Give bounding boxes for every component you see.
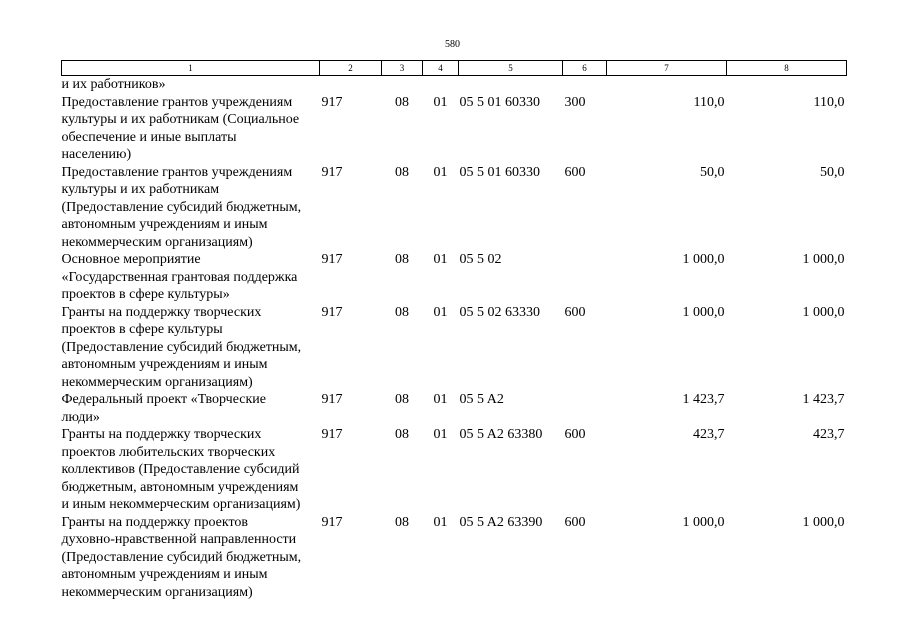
expense-type-cell [563,391,607,426]
section-cell: 08 [395,514,409,530]
column-number-header [62,61,847,76]
item-name-line: автономным учреждениям и иным [61,357,268,372]
header-col-6: 6 [563,61,607,76]
expense-type-cell: 600 [564,427,586,442]
item-name-cell [62,426,320,514]
amount-2-cell: 50,0 [820,164,845,180]
code-cell: 917 [321,392,343,407]
item-name-line: проектов в сфере культуры» [61,287,230,302]
subsection-cell: 01 [433,392,448,407]
code-cell: 917 [321,252,343,267]
page-number: 580 [445,39,460,50]
target-article-cell: 05 5 A2 63390 [459,514,543,530]
table-row [62,391,847,426]
header-col-8: 8 [727,61,847,76]
section-cell: 08 [395,427,409,442]
amount-2-cell: 423,7 [813,427,845,442]
item-name-line: Федеральный проект «Творческие [61,392,266,407]
target-article-cell: 05 5 02 [459,252,502,267]
header-col-1: 1 [62,61,320,76]
item-name-line: Гранты на поддержку творческих [61,427,262,442]
item-name-cell [62,304,320,392]
expense-type-cell [563,251,607,304]
section-cell: 08 [395,164,409,180]
item-name-line: Гранты на поддержку творческих [61,304,262,320]
header-col-7: 7 [607,61,727,76]
expense-type-cell: 600 [564,514,586,530]
subsection-cell: 01 [433,514,448,530]
item-name-cell [62,164,320,252]
target-article-cell: 05 5 02 63330 [459,304,540,320]
code-cell: 917 [321,304,343,320]
target-article-cell: 05 5 01 60330 [459,94,540,110]
amount-1-cell: 423,7 [693,427,725,442]
header-col-4: 4 [423,61,459,76]
subsection-cell: 01 [433,427,448,442]
amount-2-cell: 1 000,0 [802,252,845,267]
amount-1-cell: 1 423,7 [682,392,725,407]
continuation-text: и их работников» [61,77,166,92]
item-name-line: автономным учреждениям и иным [61,217,268,232]
table-row [62,304,847,392]
amount-2-cell: 1 000,0 [802,304,845,320]
item-name-line: Предоставление грантов учреждениям [61,94,293,110]
code-cell: 917 [321,164,343,180]
item-name-cell [62,94,320,164]
expense-type-cell: 300 [564,94,586,110]
item-name-line: обеспечение и иные выплаты [61,129,237,145]
budget-table [61,60,847,601]
amount-1-cell: 1 000,0 [682,514,725,530]
item-name-line: (Предоставление субсидий бюджетным, [61,339,302,355]
code-cell: 917 [321,94,343,110]
amount-2-cell: 1 000,0 [802,514,845,530]
subsection-cell: 01 [433,304,448,320]
amount-1-cell: 1 000,0 [682,252,725,267]
item-name-line: Предоставление грантов учреждениям [61,164,293,180]
item-name-line: проектов в сфере культуры [61,322,223,337]
item-name-line: населению) [61,147,132,162]
item-name-line: «Государственная грантовая поддержка [61,269,298,285]
amount-1-cell: 110,0 [693,94,725,110]
item-name-line: Основное мероприятие [61,252,201,267]
table-row [62,94,847,164]
item-name-line: и иным некоммерческим организациям) [61,497,301,512]
code-cell: 917 [321,427,343,442]
item-name-line: Гранты на поддержку проектов [61,514,249,530]
amount-1-cell: 1 000,0 [682,304,725,320]
item-name-line: (Предоставление субсидий бюджетным, [61,549,302,565]
subsection-cell: 01 [433,94,448,110]
section-cell: 08 [395,392,409,407]
item-name-line: культуры и их работникам (Социальное [61,112,300,127]
table-row [62,251,847,304]
header-col-3: 3 [382,61,423,76]
subsection-cell: 01 [433,164,448,180]
table-row [62,514,847,602]
continuation-row [62,76,847,94]
item-name-cell [62,514,320,602]
header-col-2: 2 [320,61,382,76]
item-name-cell [62,391,320,426]
section-cell: 08 [395,304,409,320]
amount-1-cell: 50,0 [700,164,725,180]
item-name-line: (Предоставление субсидий бюджетным, [61,199,302,215]
expense-type-cell: 600 [564,164,586,180]
subsection-cell: 01 [433,252,448,267]
section-cell: 08 [395,94,409,110]
target-article-cell: 05 5 A2 63380 [459,427,543,442]
item-name-cell [62,251,320,304]
item-name-line: культуры и их работникам [61,182,220,197]
item-name-line: некоммерческим организациям) [61,234,253,250]
amount-2-cell: 1 423,7 [802,392,845,407]
header-col-5: 5 [459,61,563,76]
item-name-line: некоммерческим организациям) [61,584,253,600]
table-body [62,76,847,602]
expense-type-cell: 600 [564,304,586,320]
code-cell: 917 [321,514,343,530]
item-name-line: бюджетным, автономным учреждениям [61,479,299,495]
section-cell: 08 [395,252,409,267]
table-row [62,426,847,514]
item-name-line: коллективов (Предоставление субсидий [61,462,300,477]
target-article-cell: 05 5 01 60330 [459,164,540,180]
item-name-line: автономным учреждениям и иным [61,567,268,582]
table-row [62,164,847,252]
item-name-line: некоммерческим организациям) [61,374,253,390]
item-name-line: проектов любительских творческих [61,444,276,460]
amount-2-cell: 110,0 [813,94,845,110]
item-name-line: люди» [61,409,100,425]
target-article-cell: 05 5 A2 [459,392,504,407]
item-name-line: духовно-нравственной направленности [61,532,297,547]
